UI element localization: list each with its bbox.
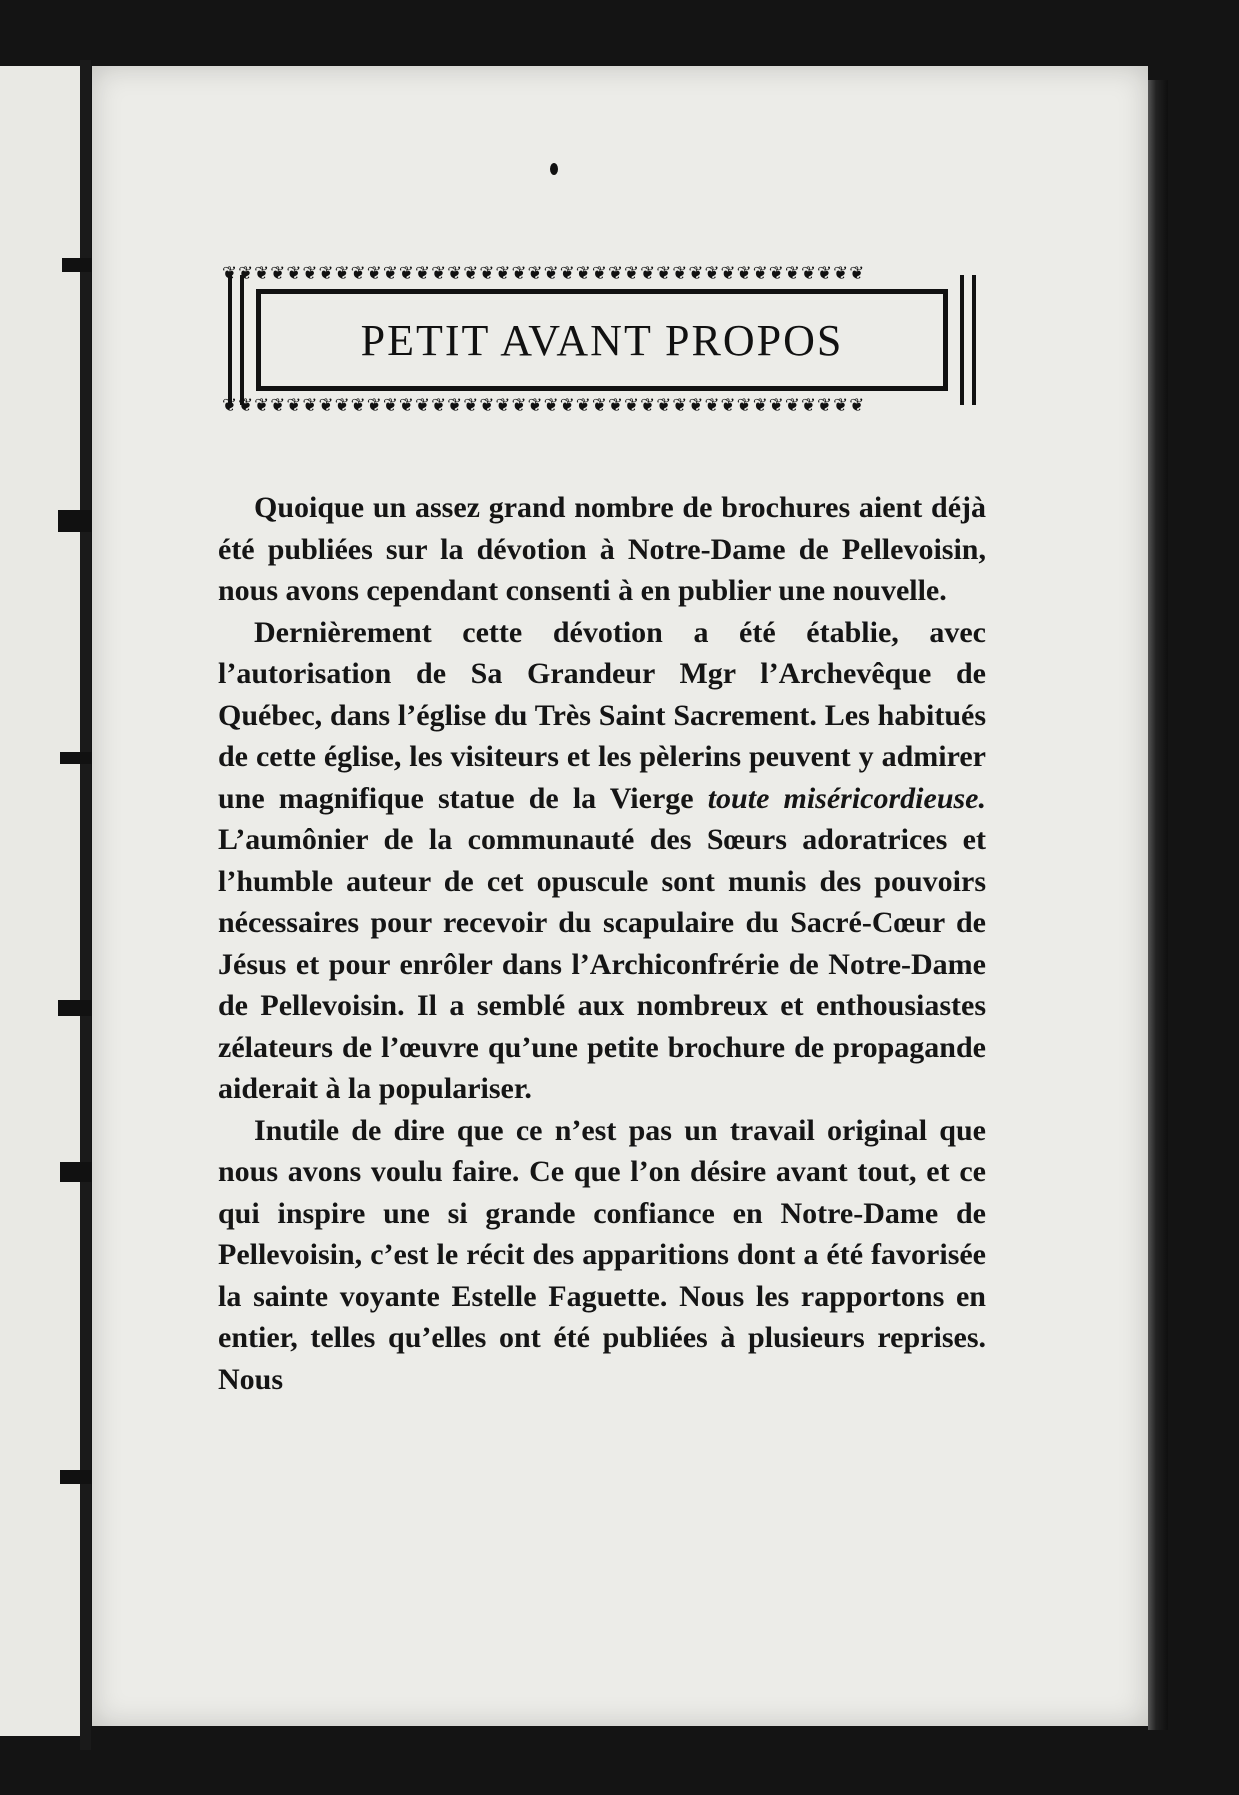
paragraph-1: Quoique un assez grand nombre de brochures aient déjà été publiées sur la dévotion à Notre-Dame de Pellevoisin, nous avons cependant consenti à en publier une nouvelle.: [218, 491, 986, 607]
page-title: PETIT AVANT PROPOS: [360, 315, 844, 365]
frame-side-right: [960, 275, 976, 405]
ink-speck: [550, 163, 558, 175]
frame-ornament-row-top: ❦❦❦❦❦❦❦❦❦❦❦❦❦❦❦❦❦❦❦❦❦❦❦❦❦❦❦❦❦❦❦❦❦❦❦❦❦❦❦❦: [222, 265, 866, 283]
italic-phrase: toute miséricordieuse.: [707, 781, 986, 815]
heading-frame: [222, 265, 982, 415]
paragraph-3: Inutile de dire que ce n’est pas un travail original que nous avons voulu faire. Ce que l’on désire avant tout, et ce qui inspire une si grande confiance en Notre-Dame de Pellevoisin, c’est le récit des apparitions dont a été favorisée la sainte voyante Estelle Faguette. Nous les rapportons en entier, telles qu’elles ont été publiées à plusieurs reprises. Nous: [218, 1113, 986, 1396]
frame-ornament-row-bottom: ❦❦❦❦❦❦❦❦❦❦❦❦❦❦❦❦❦❦❦❦❦❦❦❦❦❦❦❦❦❦❦❦❦❦❦❦❦❦❦❦: [222, 397, 866, 415]
book-binding: [80, 60, 91, 1750]
paragraph-2-start: Dernièrement cette dévotion a été établie, avec l’autorisation de Sa Grandeur Mgr l’Archevêque de Québec, dans l’église du Très Saint Sacrement. Les habitués de cette église, les visiteurs et les pèlerins peuvent y admirer une magnifique statue de la Vierge: [218, 615, 986, 815]
frame-side-left: [228, 275, 244, 405]
body-text: [218, 487, 986, 1400]
paragraph-2-end: L’aumônier de la communauté des Sœurs adoratrices et l’humble auteur de cet opuscule sont munis des pouvoirs nécessaires pour recevoir du scapulaire du Sacré-Cœur de Jésus et pour enrôler dans l’Archiconfrérie de Notre-Dame de Pellevoisin. Il a semblé aux nombreux et enthousiastes zélateurs de l’œuvre qu’une petite brochure de propagande aiderait à la populariser.: [218, 823, 986, 1105]
facing-page-edge: [0, 66, 88, 1736]
paragraph-2: [218, 612, 986, 1110]
heading-box: [256, 289, 948, 391]
page-edge-shadow: [1148, 80, 1168, 1730]
